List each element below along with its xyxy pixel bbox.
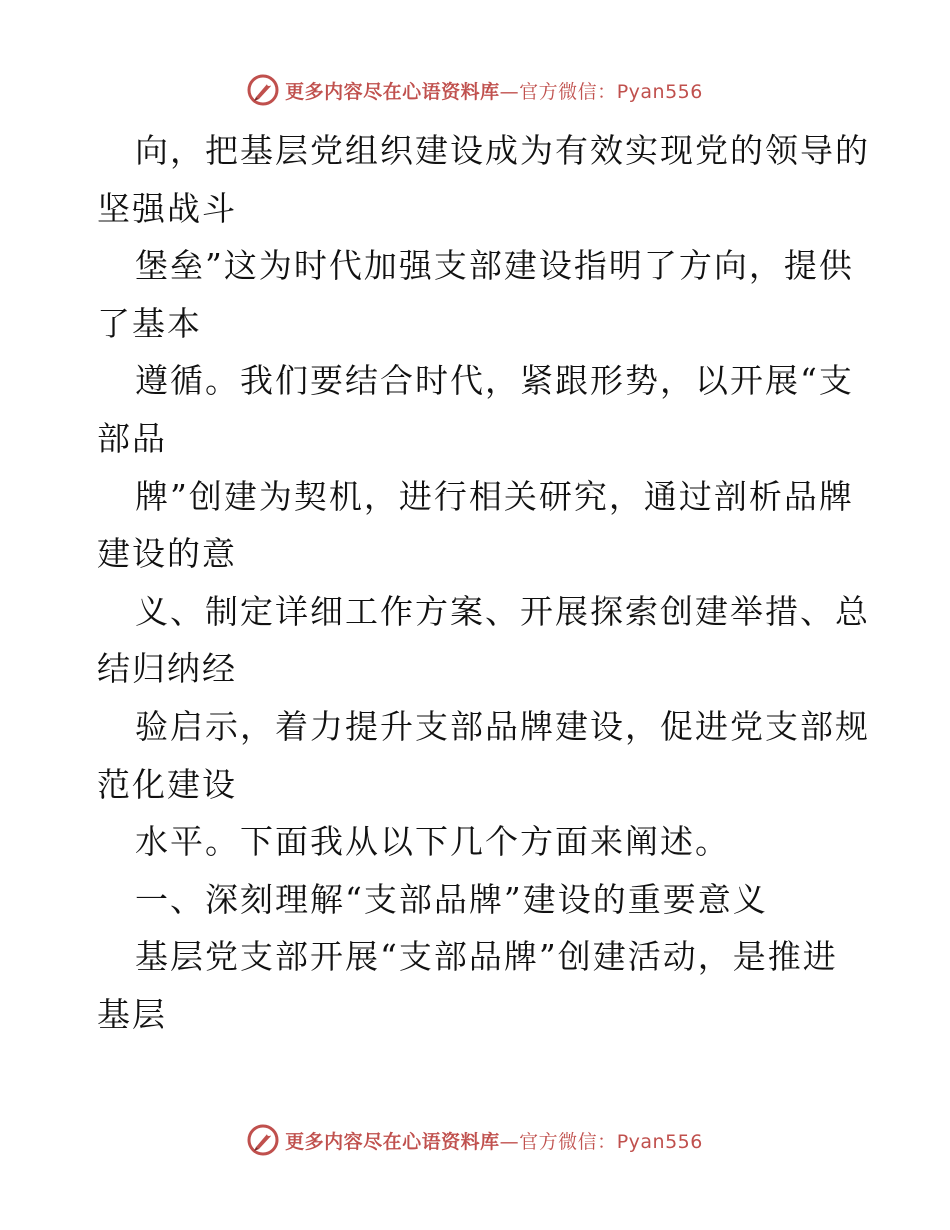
text-line: 义、制定详细工作方案、开展探索创建举措、总 [135,591,870,631]
wechat-label: 官方微信： [519,1130,617,1153]
section-heading: 一、深刻理解“支部品牌”建设的重要意义 [135,879,768,919]
text-line: 范化建设 [97,764,237,804]
quill-pen-badge-icon [247,74,279,106]
text-line: 遵循。我们要结合时代，紧跟形势，以开展“支 [135,361,854,401]
text-line: 坚强战斗 [97,188,237,228]
wechat-id: Pyan556 [616,80,703,103]
document-body [97,122,870,1044]
text-line: 部品 [97,418,167,458]
text-line: 堡垒”这为时代加强支部建设指明了方向，提供 [135,246,854,286]
watermark-text [285,1127,703,1154]
quill-pen-badge-icon [247,1124,279,1156]
footer-watermark-banner [0,1120,950,1160]
separator: — [499,1130,520,1153]
text-line: 牌”创建为契机，进行相关研究，通过剖析品牌 [135,476,854,516]
wechat-label: 官方微信： [519,80,617,103]
text-line: 验启示，着力提升支部品牌建设，促进党支部规 [135,706,870,746]
brand-text: 更多内容尽在心语资料库 [285,80,500,103]
separator: — [499,80,520,103]
text-line: 向，把基层党组织建设成为有效实现党的领导的 [135,131,870,170]
brand-text: 更多内容尽在心语资料库 [285,1130,500,1153]
text-line: 了基本 [97,303,202,343]
wechat-id: Pyan556 [616,1130,703,1153]
text-line: 结归纳经 [97,649,237,689]
text-line: 建设的意 [97,534,237,574]
watermark-text [285,77,703,104]
text-line: 基层党支部开展“支部品牌”创建活动，是推进 [135,937,838,977]
header-watermark-banner [0,70,950,110]
text-line: 水平。下面我从以下几个方面来阐述。 [135,822,730,862]
text-line: 基层 [97,994,167,1034]
